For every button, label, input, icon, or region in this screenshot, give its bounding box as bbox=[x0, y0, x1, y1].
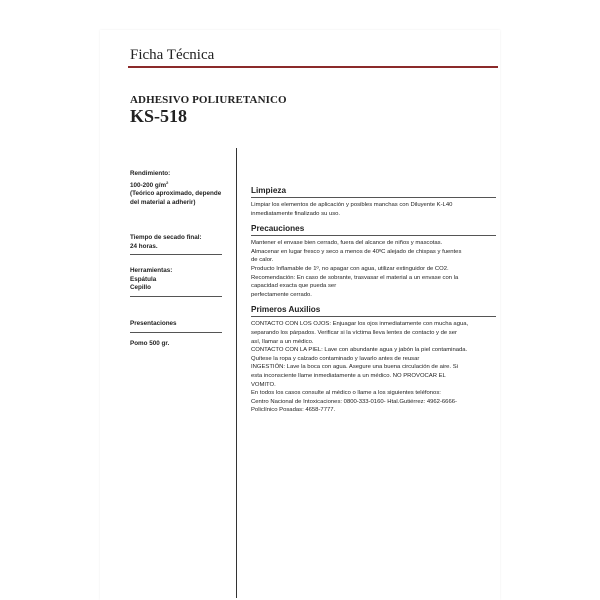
section-line: separando los párpados. Verificar si la víctima lleva lentes de contacto y de ser bbox=[251, 329, 457, 336]
section-line: Centro Nacional de Intoxicaciones: 0800-333-0160- Htal.Gutiérrez: 4962-6666- bbox=[251, 398, 457, 405]
header-rule bbox=[128, 66, 498, 68]
section-line: así, llamar a un médico. bbox=[251, 338, 314, 345]
section-line: CONTACTO CON LA PIEL: Lave con abundante agua y jabón la piel contaminada. bbox=[251, 347, 468, 354]
presentaciones-value: Pomo 500 gr. bbox=[130, 340, 170, 347]
section-line: En todos los casos consulte al médico o llame a los siguientes teléfonos: bbox=[251, 390, 441, 397]
divider bbox=[130, 332, 222, 333]
secado-value: 24 horas. bbox=[130, 242, 158, 250]
section-line: Mantener el envase bien cerrado, fuera del alcance de niños y mascotas. bbox=[251, 240, 443, 247]
section-title: Primeros Auxilios bbox=[251, 305, 496, 317]
section-limpieza bbox=[251, 186, 496, 218]
section-line: esta inconsciente llame inmediatamente a un médico. NO PROVOCAR EL bbox=[251, 372, 446, 379]
rendimiento-block bbox=[130, 170, 230, 207]
section-line: perfectamente cerrado. bbox=[251, 291, 312, 298]
section-title: Limpieza bbox=[251, 186, 496, 198]
column-divider bbox=[236, 148, 237, 598]
section-precauciones bbox=[251, 224, 496, 299]
rendimiento-note: (Teórico aproximado, depende del material a adherir) bbox=[130, 190, 222, 206]
product-code: KS-518 bbox=[130, 106, 188, 126]
herramientas-block bbox=[130, 267, 230, 302]
section-line: Limpiar los elementos de aplicación y posibles manchas con Diluyente K-L40 bbox=[251, 202, 453, 208]
herramienta-item: Cepillo bbox=[130, 284, 151, 292]
herramientas-label: Herramientas: bbox=[130, 267, 173, 274]
secado-block bbox=[130, 234, 230, 260]
section-line: Almacenar en lugar fresco y seco a menos de 40ºC alejado de chispas y fuentes bbox=[251, 248, 462, 255]
rendimiento-value: 100-200 $g/m^2$ bbox=[130, 179, 169, 189]
presentaciones-value-block bbox=[130, 340, 230, 349]
product-type: ADHESIVO POLIURETANICO bbox=[130, 94, 287, 106]
section-line: VOMITO. bbox=[251, 381, 276, 388]
document-type-title: Ficha Técnica bbox=[130, 47, 215, 63]
section-line: Quítese la ropa y calzado contaminado y lavarlo antes de reusar bbox=[251, 355, 420, 362]
section-line: INGESTIÓN: Lave la boca con agua. Asegure una buena circulación de aire. Si bbox=[251, 364, 458, 371]
presentaciones-block bbox=[130, 320, 230, 338]
section-line: inmediatamente finalizado su uso. bbox=[251, 210, 341, 217]
section-title: Precauciones bbox=[251, 224, 496, 236]
divider bbox=[130, 296, 222, 297]
rendimiento-label: Rendimiento: bbox=[130, 170, 171, 177]
secado-label: Tiempo de secado final: bbox=[130, 234, 202, 241]
section-line: capacidad exacta que pueda ser bbox=[251, 283, 337, 290]
main-content bbox=[251, 186, 496, 421]
section-primeros-auxilios bbox=[251, 305, 496, 415]
section-line: Policlínico Posadas: 4658-7777. bbox=[251, 407, 336, 414]
divider bbox=[130, 254, 222, 255]
herramienta-item: Espátula bbox=[130, 275, 157, 283]
section-line: de calor. bbox=[251, 257, 274, 264]
presentaciones-label: Presentaciones bbox=[130, 320, 177, 327]
section-line: CONTACTO CON LOS OJOS: Enjuagar los ojos inmediatamente con mucha agua, bbox=[251, 321, 469, 328]
section-line: Producto Inflamable de 1º, no apagar con agua, utilizar extinguidor de CO2. bbox=[251, 265, 449, 272]
section-line: Recomendación: En caso de sobrante, trasvasar el material a un envase con la bbox=[251, 274, 459, 281]
